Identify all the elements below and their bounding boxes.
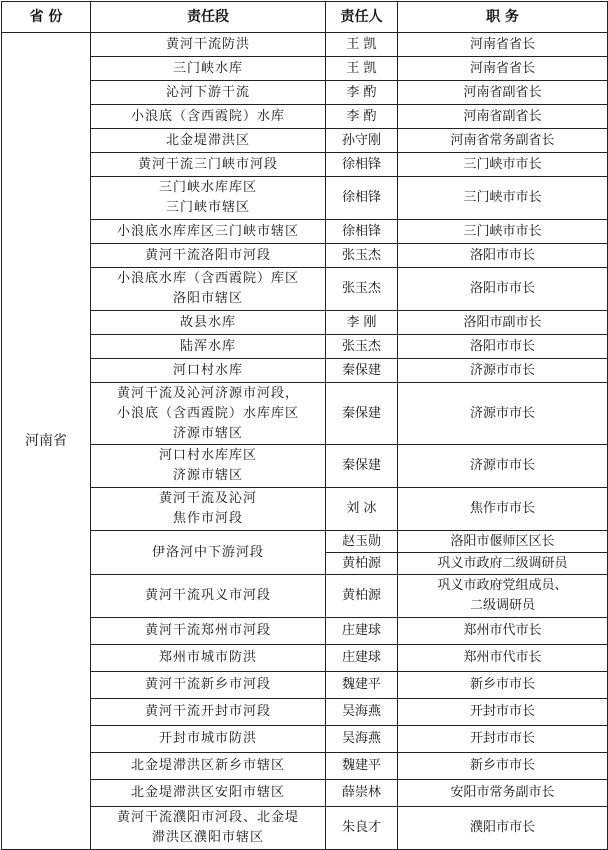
person-cell: 徐相锋 — [326, 220, 398, 244]
section-cell: 黄河干流及沁河济源市河段， 小浪底（含西霞院）水库库区 济源市辖区 — [91, 383, 326, 445]
position-cell: 开封市市长 — [398, 699, 608, 726]
table-row — [2, 383, 608, 445]
section-cell: 三门峡水库库区 三门峡市辖区 — [91, 177, 326, 220]
position-cell: 洛阳市副市长 — [398, 311, 608, 335]
section-cell: 郑州市城市防洪 — [91, 645, 326, 672]
section-cell: 开封市城市防洪 — [91, 726, 326, 753]
section-cell: 河口村水库库区 济源市辖区 — [91, 445, 326, 488]
table-row — [2, 645, 608, 672]
position-cell: 开封市市长 — [398, 726, 608, 753]
table-row — [2, 81, 608, 105]
position-cell: 新乡市市长 — [398, 753, 608, 780]
table-row — [2, 335, 608, 359]
position-cell: 河南省副省长 — [398, 81, 608, 105]
section-cell: 三门峡水库 — [91, 57, 326, 81]
section-cell: 北金堤滞洪区新乡市辖区 — [91, 753, 326, 780]
table-row — [2, 531, 608, 553]
section-cell: 小浪底水库库区三门峡市辖区 — [91, 220, 326, 244]
section-cell: 黄河干流洛阳市河段 — [91, 244, 326, 268]
section-cell: 小浪底水库（含西霞院）库区 洛阳市辖区 — [91, 268, 326, 311]
province-cell: 河南省 — [2, 33, 91, 850]
position-cell: 济源市市长 — [398, 359, 608, 383]
section-cell: 河口村水库 — [91, 359, 326, 383]
section-cell: 黄河干流巩义市河段 — [91, 575, 326, 618]
person-cell: 秦保建 — [326, 383, 398, 445]
section-cell: 故县水库 — [91, 311, 326, 335]
position-cell: 洛阳市市长 — [398, 268, 608, 311]
section-cell: 黄河干流新乡市河段 — [91, 672, 326, 699]
person-cell: 孙守刚 — [326, 129, 398, 153]
table-row — [2, 268, 608, 311]
position-cell: 洛阳市市长 — [398, 335, 608, 359]
header-row — [2, 2, 608, 33]
table-row — [2, 105, 608, 129]
position-cell: 郑州市代市长 — [398, 618, 608, 645]
table-row — [2, 753, 608, 780]
person-cell: 薛崇林 — [326, 780, 398, 807]
section-cell: 北金堤滞洪区安阳市辖区 — [91, 780, 326, 807]
table-row — [2, 244, 608, 268]
position-cell: 三门峡市市长 — [398, 153, 608, 177]
position-cell: 濮阳市市长 — [398, 807, 608, 850]
table-row — [2, 311, 608, 335]
header-province: 省 份 — [2, 2, 91, 33]
position-cell: 巩义市政府党组成员、 二级调研员 — [398, 575, 608, 618]
table-row — [2, 129, 608, 153]
position-cell: 洛阳市市长 — [398, 244, 608, 268]
section-cell: 黄河干流濮阳市河段、北金堤 滞洪区濮阳市辖区 — [91, 807, 326, 850]
section-cell: 陆浑水库 — [91, 335, 326, 359]
table-row — [2, 575, 608, 618]
person-cell: 徐相锋 — [326, 177, 398, 220]
position-cell: 济源市市长 — [398, 445, 608, 488]
table-row — [2, 726, 608, 753]
position-cell: 济源市市长 — [398, 383, 608, 445]
person-cell: 魏建平 — [326, 753, 398, 780]
table-row — [2, 807, 608, 850]
responsibility-table — [1, 1, 608, 850]
table-row — [2, 33, 608, 57]
person-cell: 张玉杰 — [326, 335, 398, 359]
position-cell: 河南省省长 — [398, 57, 608, 81]
table-row — [2, 699, 608, 726]
person-cell: 庄建球 — [326, 618, 398, 645]
section-cell: 黄河干流开封市河段 — [91, 699, 326, 726]
person-cell: 李 酌 — [326, 105, 398, 129]
section-cell: 黄河干流及沁河 焦作市河段 — [91, 488, 326, 531]
person-cell: 黄柏源 — [326, 575, 398, 618]
position-cell: 河南省省长 — [398, 33, 608, 57]
position-cell: 安阳市常务副市长 — [398, 780, 608, 807]
person-cell: 吴海燕 — [326, 726, 398, 753]
position-cell: 巩义市政府二级调研员 — [398, 553, 608, 575]
table-body — [2, 33, 608, 850]
person-cell: 徐相锋 — [326, 153, 398, 177]
table-row — [2, 220, 608, 244]
position-cell: 郑州市代市长 — [398, 645, 608, 672]
header-person: 责任人 — [326, 2, 398, 33]
section-cell: 北金堤滞洪区 — [91, 129, 326, 153]
section-cell: 黄河干流三门峡市河段 — [91, 153, 326, 177]
position-cell: 河南省常务副省长 — [398, 129, 608, 153]
table-row — [2, 177, 608, 220]
header-section: 责任段 — [91, 2, 326, 33]
person-cell: 李 酌 — [326, 81, 398, 105]
section-cell: 小浪底（含西霞院）水库 — [91, 105, 326, 129]
person-cell: 秦保建 — [326, 445, 398, 488]
table-row — [2, 780, 608, 807]
position-cell: 焦作市市长 — [398, 488, 608, 531]
person-cell: 魏建平 — [326, 672, 398, 699]
person-cell: 朱良才 — [326, 807, 398, 850]
person-cell: 王 凯 — [326, 57, 398, 81]
table-row — [2, 672, 608, 699]
position-cell: 洛阳市偃师区区长 — [398, 531, 608, 553]
table-row — [2, 359, 608, 383]
table-row — [2, 445, 608, 488]
person-cell: 秦保建 — [326, 359, 398, 383]
table-row — [2, 618, 608, 645]
section-cell: 黄河干流郑州市河段 — [91, 618, 326, 645]
person-cell: 庄建球 — [326, 645, 398, 672]
section-cell: 伊洛河中下游河段 — [91, 531, 326, 575]
person-cell: 刘 冰 — [326, 488, 398, 531]
table-row — [2, 153, 608, 177]
person-cell: 黄柏源 — [326, 553, 398, 575]
section-cell: 沁河下游干流 — [91, 81, 326, 105]
position-cell: 河南省副省长 — [398, 105, 608, 129]
person-cell: 吴海燕 — [326, 699, 398, 726]
section-cell: 黄河干流防洪 — [91, 33, 326, 57]
header-position: 职 务 — [398, 2, 608, 33]
person-cell: 张玉杰 — [326, 244, 398, 268]
person-cell: 赵玉勋 — [326, 531, 398, 553]
person-cell: 李 刚 — [326, 311, 398, 335]
table-row — [2, 488, 608, 531]
person-cell: 王 凯 — [326, 33, 398, 57]
position-cell: 三门峡市市长 — [398, 177, 608, 220]
position-cell: 三门峡市市长 — [398, 220, 608, 244]
position-cell: 新乡市市长 — [398, 672, 608, 699]
table-row — [2, 57, 608, 81]
person-cell: 张玉杰 — [326, 268, 398, 311]
